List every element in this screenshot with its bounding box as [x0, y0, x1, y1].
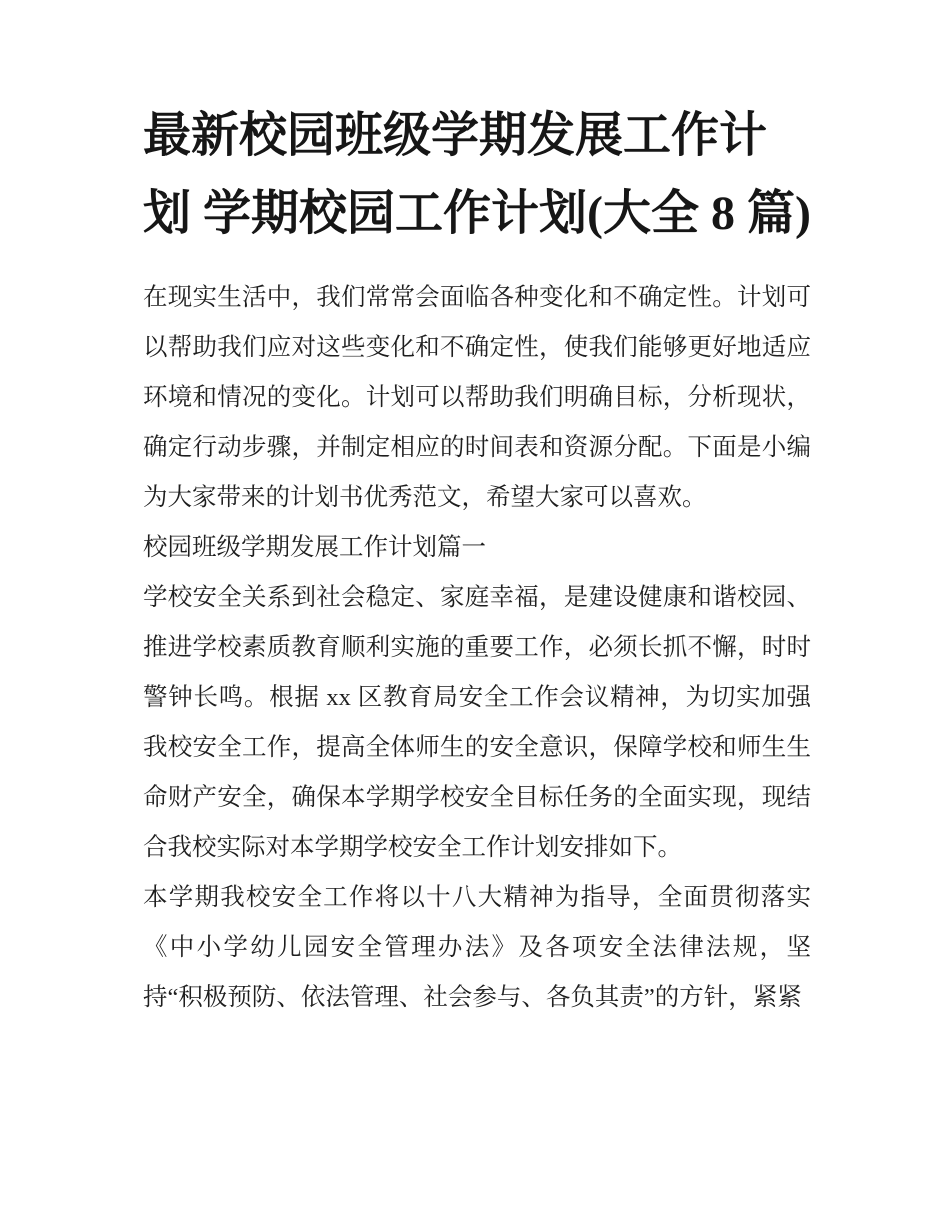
document-title: 最新校园班级学期发展工作计划 学期校园工作计划(大全 8 篇) — [143, 109, 811, 240]
section-heading: 校园班级学期发展工作计划篇一 — [143, 534, 486, 561]
section-paragraph-1: 学校安全关系到社会稳定、家庭幸福，是建设健康和谐校园、推进学校素质教育顺利实施的重要工作，必须长抓不懈，时时警钟长鸣。根据 xx 区教育局安全工作会议精神，为切实加强我校安全工作，提高全体师生的安全意识，保障学校和师生生命财产安全，确保本学期学校安全目标任务的全面实现，现结合我校实际对本学期学校安全工作计划安排如下。 — [143, 584, 811, 861]
section-paragraph-2: 本学期我校安全工作将以十八大精神为指导，全面贯彻落实《中小学幼儿园安全管理办法》及各项安全法律法规，坚持“积极预防、依法管理、社会参与、各负其责”的方针，紧紧 — [143, 884, 811, 1011]
document-content — [143, 97, 811, 1023]
intro-paragraph: 在现实生活中，我们常常会面临各种变化和不确定性。计划可以帮助我们应对这些变化和不确定性，使我们能够更好地适应环境和情况的变化。计划可以帮助我们明确目标，分析现状，确定行动步骤，并制定相应的时间表和资源分配。下面是小编为大家带来的计划书优秀范文，希望大家可以喜欢。 — [143, 284, 811, 511]
